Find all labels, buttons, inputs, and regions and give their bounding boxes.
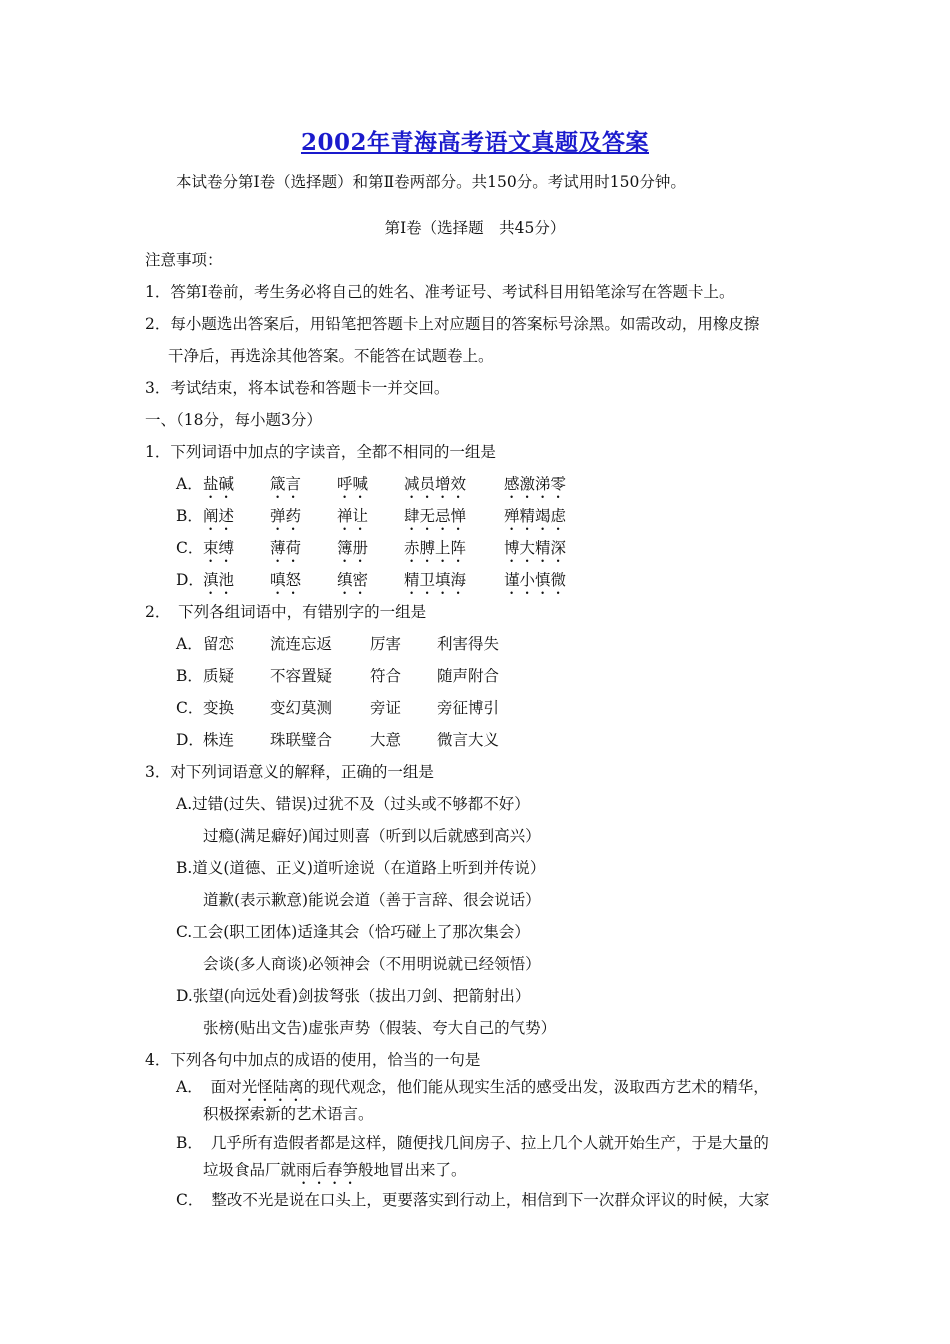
option-word: 微言大义 [437,731,500,749]
question-2-option-b [176,666,500,686]
option-label: C． [176,1191,204,1209]
option-word: 留恋 [203,635,235,653]
option-word: 滇池 [203,571,235,589]
question-3-option-line: 道歉(表示歉意)能说会道（善于言辞、很会说话） [203,891,541,909]
question-3-option-line: B.道义(道德、正义)道听途说（在道路上听到并传说） [176,859,546,877]
option-word: 阐述 [203,507,235,525]
option-word: 谨小慎微 [504,571,567,589]
emphasized-idiom: 光怪陆离 [241,1078,304,1096]
question-3-option-line: 过瘾(满足癖好)闻过则喜（听到以后就感到高兴） [203,827,541,845]
option-label: D． [176,731,204,749]
question-2-option-c [176,698,500,718]
option-word: 流连忘返 [270,635,333,653]
option-label: D． [176,571,204,589]
option-label: C． [176,539,204,557]
question-4-option-a-continued: 积极探索新的艺术语言。 [203,1105,374,1123]
option-word: 变幻莫测 [270,699,333,717]
question-2-stem: 2． 下列各组词语中，有错别字的一组是 [145,603,427,621]
note-item: 2．每小题选出答案后，用铅笔把答题卡上对应题目的答案标号涂黑。如需改动，用橡皮擦 [145,315,760,333]
option-word: 旁证 [370,699,402,717]
option-word: 禅让 [337,507,369,525]
option-word: 弹药 [270,507,302,525]
question-3-option-line: D.张望(向远处看)剑拔弩张（拔出刀剑、把箭射出） [176,987,531,1005]
option-label: B． [176,667,203,685]
question-3-option-line: 张榜(贴出文告)虚张声势（假装、夸大自己的气势） [203,1019,557,1037]
option-label: A． [176,1078,203,1096]
option-text: 几乎所有造假者都是这样，随便找几间房子、拉上几个人就开始生产，于是大量的 [210,1134,769,1152]
option-word: 嗔怒 [270,571,302,589]
section-heading: 一、（18分，每小题3分） [145,411,322,429]
option-word: 质疑 [203,667,235,685]
option-word: 大意 [370,731,402,749]
option-label: B． [176,507,203,525]
option-word: 厉害 [370,635,402,653]
option-word: 赤膊上阵 [404,539,467,557]
option-word: 簿册 [337,539,369,557]
question-3-option-line: A.过错(过失、错误)过犹不及（过头或不够都不好） [176,795,530,813]
option-word: 殚精竭虑 [504,507,567,525]
option-label: C． [176,699,204,717]
question-4-option-b-continued [203,1160,467,1188]
question-3-option-line: C.工会(职工团体)适逢其会（恰巧碰上了那次集会） [176,923,530,941]
intro-text: 本试卷分第Ⅰ卷（选择题）和第Ⅱ卷两部分。共150分。考试用时150分钟。 [176,173,686,191]
question-2-option-d [176,730,500,750]
option-text: 整改不光是说在口头上，更要落实到行动上，相信到下一次群众评议的时候，大家 [211,1191,770,1209]
option-word: 株连 [203,731,235,749]
question-4-option-b [176,1133,769,1153]
option-word: 肆无忌惮 [404,507,467,525]
question-1-option-c [176,538,567,558]
emphasized-idiom: 雨后春笋 [296,1161,359,1179]
question-4-stem: 4．下列各句中加点的成语的使用，恰当的一句是 [145,1051,481,1069]
option-word: 珠联璧合 [270,731,333,749]
option-word: 不容置疑 [270,667,333,685]
notes-heading: 注意事项： [145,251,223,269]
part1-heading: 第Ⅰ卷（选择题 共45分） [384,219,566,237]
option-label: A． [176,635,203,653]
option-text: 般地冒出来了。 [358,1161,467,1179]
option-word: 随声附合 [437,667,500,685]
option-word: 感激涕零 [504,475,567,493]
question-4-option-c [176,1190,769,1210]
option-word: 箴言 [270,475,302,493]
option-label: B． [176,1134,203,1152]
question-3-option-line: 会谈(多人商谈)必领神会（不用明说就已经领悟） [203,955,541,973]
option-label: A． [176,475,203,493]
option-word: 旁征博引 [437,699,500,717]
question-1-option-b [176,506,567,526]
question-4-option-a [176,1077,769,1105]
document-title: 2002年青海高考语文真题及答案 [300,129,649,156]
option-text: 垃圾食品厂就 [203,1161,297,1179]
note-item-continued: 干净后，再选涂其他答案。不能答在试题卷上。 [168,347,494,365]
note-item: 1．答第Ⅰ卷前，考生务必将自己的姓名、准考证号、考试科目用铅笔涂写在答题卡上。 [145,283,735,301]
note-item: 3．考试结束，将本试卷和答题卡一并交回。 [145,379,450,397]
option-word: 利害得失 [437,635,500,653]
question-2-option-a [176,634,500,654]
option-text: 的现代观念，他们能从现实生活的感受出发，汲取西方艺术的精华， [303,1078,769,1096]
option-word: 呼喊 [337,475,369,493]
question-3-stem: 3．对下列词语意义的解释，正确的一组是 [145,763,434,781]
option-word: 博大精深 [504,539,567,557]
option-word: 符合 [370,667,402,685]
question-1-option-a [176,474,567,494]
option-word: 精卫填海 [404,571,467,589]
option-word: 束缚 [203,539,235,557]
option-word: 盐碱 [203,475,235,493]
question-1-option-d [176,570,567,590]
option-word: 减员增效 [404,475,467,493]
option-word: 薄荷 [270,539,302,557]
option-word: 变换 [203,699,235,717]
option-text: 面对 [210,1078,242,1096]
option-word: 缜密 [337,571,369,589]
question-1-stem: 1．下列词语中加点的字读音，全都不相同的一组是 [145,443,496,461]
